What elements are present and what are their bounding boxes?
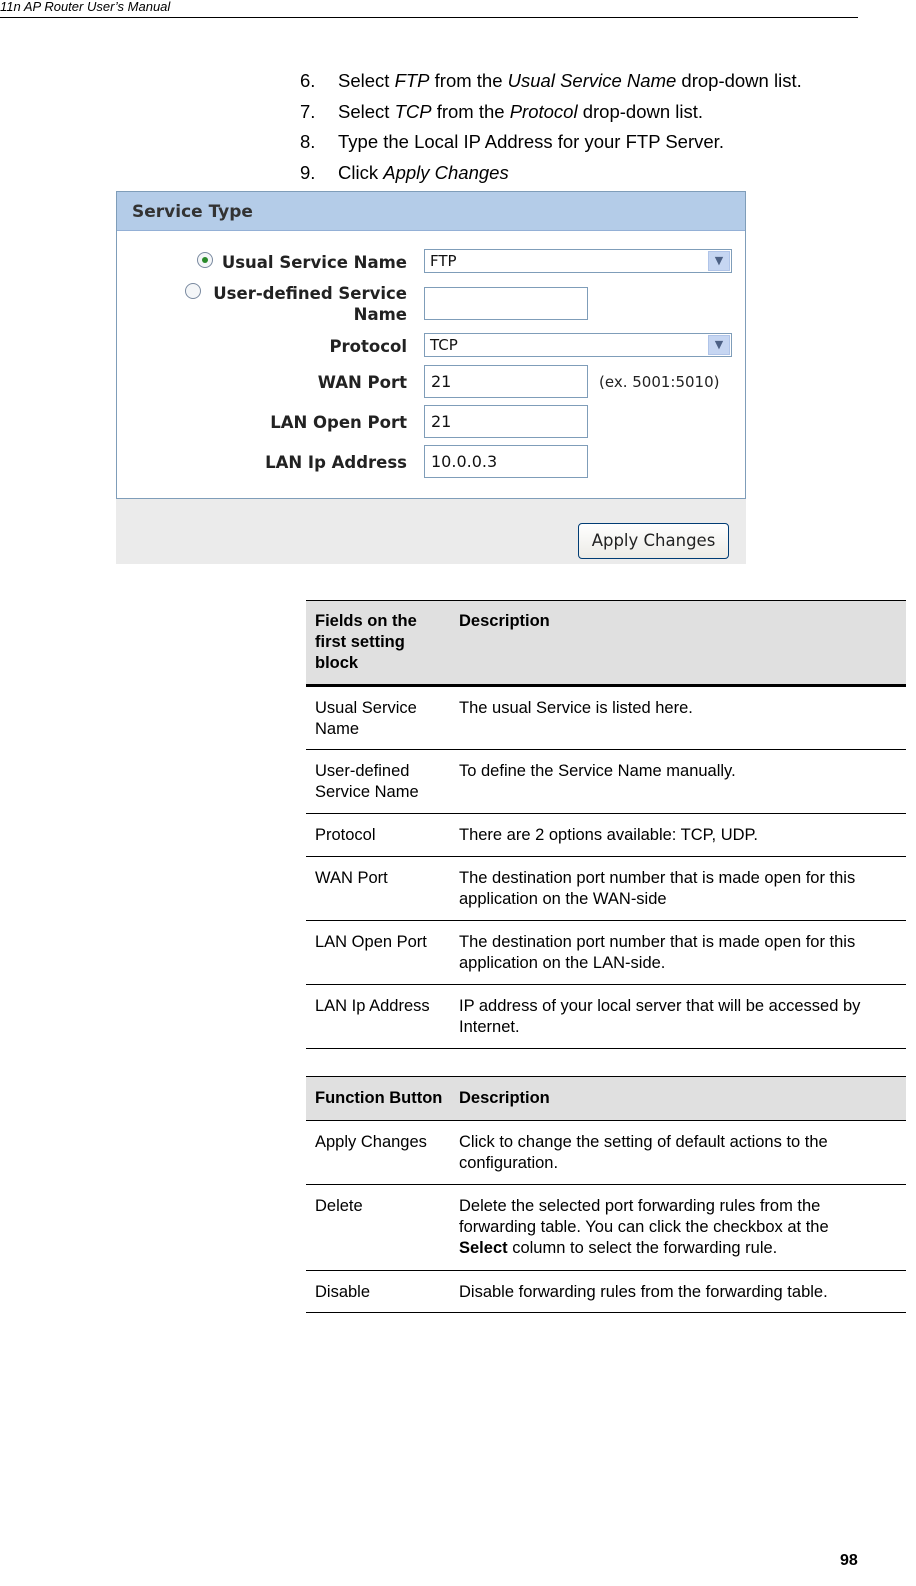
fields-table-header <box>306 601 906 686</box>
field-description: IP address of your local server that will be accessed by Internet. <box>459 997 861 1036</box>
usual-service-select[interactable] <box>424 249 732 273</box>
usual-service-value: FTP <box>430 252 457 270</box>
user-defined-label: User-defined Service Name <box>213 284 407 324</box>
usual-service-label: Usual Service Name <box>221 253 407 272</box>
lan-open-port-label: LAN Open Port <box>270 413 407 432</box>
fields-header-col2: Description <box>459 601 906 686</box>
table-row <box>306 985 906 1049</box>
service-type-screenshot <box>116 191 746 564</box>
button-name: Delete <box>315 1197 363 1215</box>
lan-ip-label: LAN Ip Address <box>265 453 407 472</box>
page-header <box>0 0 858 18</box>
button-name: Apply Changes <box>315 1133 427 1151</box>
protocol-select[interactable] <box>424 333 732 357</box>
protocol-value: TCP <box>430 336 458 354</box>
buttons-header-col1: Function Button <box>306 1077 459 1121</box>
table-row <box>306 814 906 857</box>
service-type-panel <box>116 191 746 499</box>
step-text: Type the Local IP Address for your FTP Server. <box>338 131 724 152</box>
button-description: Disable forwarding rules from the forwarding table. <box>459 1283 828 1301</box>
button-description: Delete the selected port forwarding rules from the forwarding table. You can click the checkbox at the Select column to select the forwarding rule. <box>459 1197 829 1257</box>
step-number: 9. <box>300 161 316 183</box>
step-number: 6. <box>300 70 316 91</box>
manual-title: 11n AP Router User’s Manual <box>0 0 171 14</box>
button-description: Click to change the setting of default actions to the configuration. <box>459 1133 828 1172</box>
chevron-down-icon[interactable]: ▼ <box>708 335 730 355</box>
fields-header-col1: Fields on the first setting block <box>306 601 459 686</box>
field-name: Usual Service Name <box>315 699 417 738</box>
step-number: 7. <box>300 100 316 122</box>
buttons-header-col2: Description <box>459 1077 906 1121</box>
lan-open-port-input[interactable]: 21 <box>424 405 588 438</box>
table-row <box>306 1271 906 1313</box>
button-name: Disable <box>315 1283 371 1301</box>
field-name: User-defined Service Name <box>315 762 419 801</box>
table-row <box>306 750 906 814</box>
wan-port-input[interactable]: 21 <box>424 365 588 398</box>
table-row <box>306 857 906 921</box>
field-description: There are 2 options available: TCP, UDP. <box>459 826 759 844</box>
apply-changes-button[interactable]: Apply Changes <box>578 523 729 559</box>
buttons-table-header <box>306 1077 906 1121</box>
user-defined-service-input[interactable] <box>424 287 588 320</box>
fields-table <box>306 600 906 1049</box>
button-bar <box>116 499 746 564</box>
table-row <box>306 921 906 985</box>
field-description: The destination port number that is made open for this application on the LAN-side. <box>459 933 856 972</box>
step-text: Select FTP from the Usual Service Name drop-down list. <box>338 70 802 91</box>
chevron-down-icon[interactable]: ▼ <box>708 251 730 271</box>
table-row <box>306 686 906 750</box>
field-description: The destination port number that is made open for this application on the WAN-side <box>459 869 856 908</box>
field-name: LAN Ip Address <box>315 997 430 1015</box>
lan-ip-input[interactable]: 10.0.0.3 <box>424 445 588 478</box>
step-text: Click Apply Changes <box>338 161 509 183</box>
wan-port-label: WAN Port <box>317 373 407 392</box>
field-name: WAN Port <box>315 869 388 887</box>
table-row <box>306 1121 906 1185</box>
wan-port-hint: (ex. 5001:5010) <box>599 373 720 391</box>
step-number: 8. <box>300 131 316 152</box>
page-number: 98 <box>840 1552 858 1569</box>
field-name: LAN Open Port <box>315 933 427 951</box>
field-description: The usual Service is listed here. <box>459 699 693 717</box>
panel-title: Service Type <box>117 192 745 231</box>
table-row <box>306 1185 906 1271</box>
field-name: Protocol <box>315 826 376 844</box>
protocol-label: Protocol <box>329 337 407 356</box>
field-description: To define the Service Name manually. <box>459 762 736 780</box>
function-buttons-table <box>306 1076 906 1313</box>
step-text: Select TCP from the Protocol drop-down list. <box>338 100 704 122</box>
